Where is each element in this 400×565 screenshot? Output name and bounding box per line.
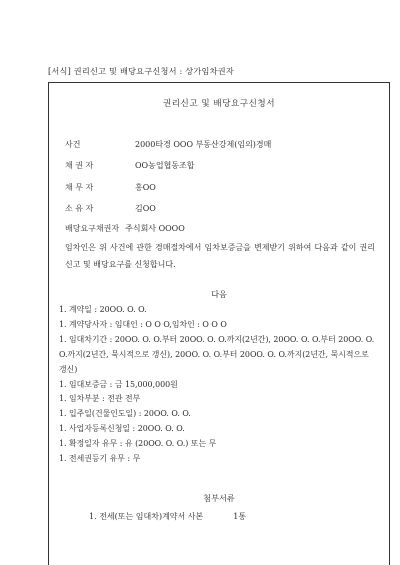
list-item: 1. 계약당사자 : 임대인 : O O O,임차인 : O O O <box>59 319 227 329</box>
field-label: 사건 <box>65 140 81 149</box>
form-type-label: [서식] 권리신고 및 배당요구신청서 : 상가임차권자 <box>48 66 234 76</box>
field-label: 소 유 자 <box>65 204 94 213</box>
list-item: 1. 전세권등기 유무 : 무 <box>59 454 141 464</box>
intro-paragraph: 임차인은 위 사건에 관한 경매절차에서 임차보증금을 변제받기 위하여 다음과 같이 권리신고 및 배당요구를 신청합니다. <box>65 243 375 269</box>
attachment-item: 1. 전세(또는 임대차)계약서 사본 1통 <box>89 512 247 521</box>
field-label: 채 무 자 <box>65 183 94 192</box>
field-debtor <box>65 182 156 193</box>
attachments-title: 첨부서류 <box>203 493 235 503</box>
item-list <box>59 303 377 467</box>
list-item: 1. 입주일(건물인도일) : 20OO. O. O. <box>59 409 191 419</box>
field-owner <box>65 203 156 214</box>
field-value: 2000타경 OOO 부동산강제(임의)경매 <box>135 140 272 149</box>
list-item: 1. 임대차기간 : 20OO. O. O.부터 20OO. O. O.까지(2년간), 20OO. O. O.부터 20OO. O. O.까지(2년간, 묵시적으로 갱신), 20OO. O. O.부터 20OO. O. O.까지(2년간, 묵시적으로 갱신) <box>59 334 375 374</box>
field-case <box>65 139 271 150</box>
list-item: 1. 계약일 : 20OO. O. O. <box>59 305 147 314</box>
section-title: 다음 <box>211 289 227 299</box>
field-value: 김OO <box>135 204 156 213</box>
list-item: 1. 사업자등록신청일 : 20OO. O. O. <box>59 424 185 434</box>
attachment-qty: 1통 <box>233 512 247 521</box>
document-title: 권리신고 및 배당요구신청서 <box>162 99 276 109</box>
field-label: 채 권 자 <box>65 161 94 170</box>
field-label: 배당요구채권자 <box>65 224 120 233</box>
list-item: 1. 임대보증금 : 금 15,000,000원 <box>59 379 178 389</box>
field-creditor <box>65 160 195 171</box>
list-item: 1. 임차부분 : 전관 전부 <box>59 394 141 404</box>
field-claimant <box>65 223 185 234</box>
field-value: OO농업협동조합 <box>135 161 195 170</box>
field-value: 주식회사 OOOO <box>125 224 185 233</box>
list-item: 1. 확정일자 유무 : 유 (20OO. O. O.) 또는 무 <box>59 439 217 449</box>
document-frame <box>48 82 390 565</box>
field-value: 홍OO <box>135 183 156 192</box>
